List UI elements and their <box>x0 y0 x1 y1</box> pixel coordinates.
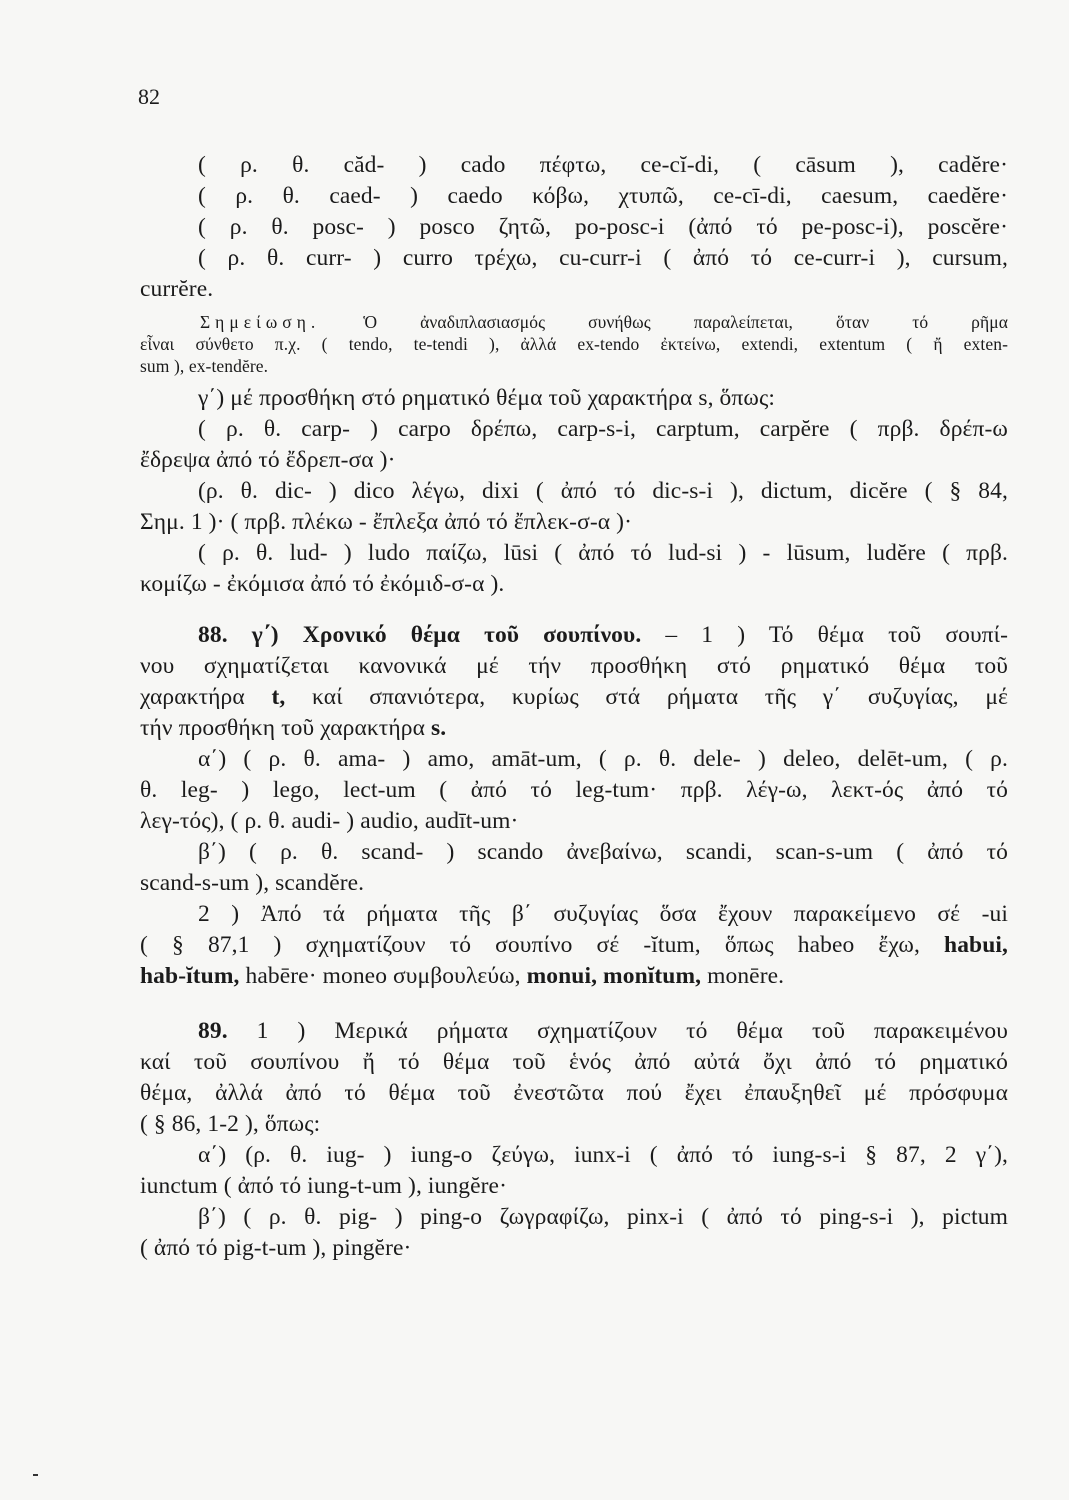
text-line: νου σχηματίζεται κανονικά μέ τήν προσθήκη στό ρηματικό θέμα τοῦ <box>140 653 1008 679</box>
section-89-heading: 89. 1 ) Μερικά ρήματα σχηματίζουν τό θέμα τοῦ παρακειμένου <box>198 1018 1008 1044</box>
text-line: Σημ. 1 )· ( πρβ. πλέκω - ἔπλεξα ἀπό τό ἔπλεκ-σ-α )· <box>140 509 633 535</box>
text-line: α΄) (ρ. θ. iug- ) iung-o ζεύγω, iunx-i ( ἀπό τό iung-s-i § 87, 2 γ΄), <box>198 1142 1008 1168</box>
text-line: χαρακτήρα t, καί σπανιότερα, κυρίως στά ρήματα τῆς γ΄ συζυγίας, μέ <box>140 684 1008 710</box>
section-number: 89. <box>198 1018 228 1044</box>
text-line: ( ρ. θ. lud- ) ludo παίζω, lūsi ( ἀπό τό lud-si ) - lūsum, ludĕre ( πρβ. <box>198 540 1008 566</box>
text-line: iunctum ( ἀπό τό iung-t-um ), iungĕre· <box>140 1173 507 1199</box>
text-line: ( ρ. θ. căd- ) cado πέφτω, ce-cĭ-di, ( cāsum ), cadĕre· <box>198 152 1008 178</box>
scan-mark <box>33 1474 38 1476</box>
text-line: ( ρ. θ. caed- ) caedo κόβω, χτυπῶ, ce-cī-di, caesum, caedĕre· <box>198 183 1008 209</box>
text-line: ἔδρεψα ἀπό τό ἔδρεπ-σα )· <box>140 447 396 473</box>
text-line: ( § 87,1 ) σχηματίζουν τό σουπίνο σέ -ĭtum, ὅπως habeo ἔχω, habui, <box>140 932 1008 958</box>
text-line: 2 ) Ἀπό τά ρήματα τῆς β΄ συζυγίας ὅσα ἔχουν παρακείμενο σέ -ui <box>198 901 1008 927</box>
note-line <box>140 311 1008 333</box>
text-line: ( ρ. θ. curr- ) curro τρέχω, cu-curr-i ( ἀπό τό ce-curr-i ), cursum, <box>198 245 1008 271</box>
text-line: λεγ-τός), ( ρ. θ. audi- ) audio, audīt-um· <box>140 808 519 834</box>
section-number: 88. <box>198 622 228 648</box>
section-88-heading: 88. γ΄) Χρονικό θέμα τοῦ σουπίνου. – 1 ) Τό θέμα τοῦ σουπί- <box>198 622 1008 648</box>
text-line: hab-ĭtum, habēre· moneo συμβουλεύω, monui, monĭtum, monēre. <box>140 963 785 989</box>
section-title: γ΄) Χρονικό θέμα τοῦ σουπίνου. <box>251 622 642 648</box>
text-line: ( ρ. θ. posc- ) posco ζητῶ, po-posc-i (ἀπό τό pe-posc-i), poscĕre· <box>198 214 1008 240</box>
note-text: Ὁ ἀναδιπλασιασμός συνήθως παραλείπεται, ὅταν τό ρῆμα <box>320 312 1008 332</box>
text-line: ( ρ. θ. carp- ) carpo δρέπω, carp-s-i, carptum, carpĕre ( πρβ. δρέπ-ω <box>198 416 1008 442</box>
text-line: θέμα, ἀλλά ἀπό τό θέμα τοῦ ἐνεστῶτα πού ἔχει ἐπαυξηθεῖ μέ πρόσφυμα <box>140 1080 1008 1106</box>
text-line: (ρ. θ. dic- ) dico λέγω, dixi ( ἀπό τό dic-s-i ), dictum, dicĕre ( § 84, <box>198 478 1008 504</box>
note-line: sum ), ex-tendĕre. <box>140 356 269 376</box>
text-line: κομίζω - ἐκόμισα ἀπό τό ἐκόμιδ-σ-α ). <box>140 571 505 597</box>
text-line: καί τοῦ σουπίνου ἤ τό θέμα τοῦ ἑνός ἀπό αὐτά ὄχι ἀπό τό ρηματικό <box>140 1049 1008 1075</box>
page-body <box>140 150 1008 1264</box>
text-line: β΄) ( ρ. θ. scand- ) scando ἀνεβαίνω, scandi, scan-s-um ( ἀπό τό <box>198 839 1008 865</box>
text-line: currĕre. <box>140 276 214 302</box>
text-line: β΄) ( ρ. θ. pig- ) ping-o ζωγραφίζω, pinx-i ( ἀπό τό ping-s-i ), pictum <box>198 1204 1008 1230</box>
page-number: 82 <box>138 84 160 109</box>
note-label: Σημείωση. <box>200 312 321 332</box>
text-line: γ΄) μέ προσθήκη στό ρηματικό θέμα τοῦ χαρακτήρα s, ὅπως: <box>198 385 775 411</box>
text-line: α΄) ( ρ. θ. ama- ) amo, amāt-um, ( ρ. θ. dele- ) deleo, delēt-um, ( ρ. <box>198 746 1008 772</box>
text-line: θ. leg- ) lego, lect-um ( ἀπό τό leg-tum· πρβ. λέγ-ω, λεκτ-ός ἀπό τό <box>140 777 1008 803</box>
text-line: τήν προσθήκη τοῦ χαρακτήρα s. <box>140 715 447 741</box>
note-line: εἶναι σύνθετο π.χ. ( tendo, te-tendi ), ἀλλά ex-tendo ἐκτείνω, extendi, extentum ( ἤ exten- <box>140 334 1008 354</box>
text-line: scand-s-um ), scandĕre. <box>140 870 365 896</box>
text-line: ( § 86, 1-2 ), ὅπως: <box>140 1111 321 1137</box>
text-line: ( ἀπό τό pig-t-um ), pingĕre· <box>140 1235 412 1261</box>
